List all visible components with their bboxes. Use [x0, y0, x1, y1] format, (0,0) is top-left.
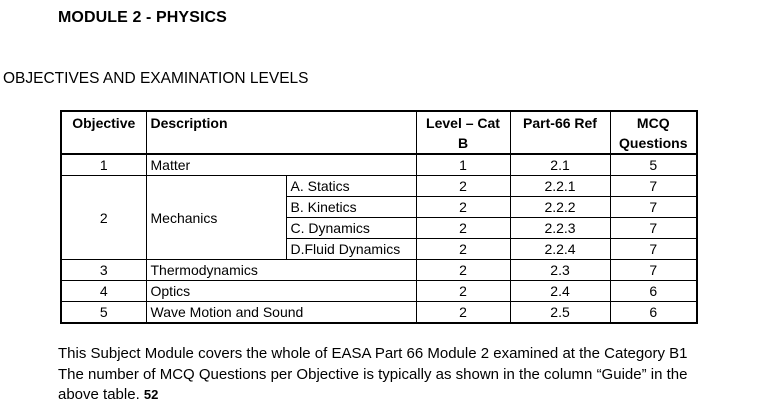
objectives-table	[60, 110, 698, 324]
header-ref: Part-66 Ref	[510, 111, 610, 154]
footer-line: The number of MCQ Questions per Objective is typically as shown in the column “Guide” in the	[58, 365, 688, 383]
level-cell: 1	[416, 154, 510, 176]
ref-cell: 2.5	[510, 302, 610, 324]
level-cell: 2	[416, 281, 510, 302]
description-cell: Optics	[146, 281, 416, 302]
mcq-cell: 7	[610, 218, 697, 239]
mcq-cell: 6	[610, 302, 697, 324]
sub-description-cell: A. Statics	[286, 176, 416, 197]
level-cell: 2	[416, 218, 510, 239]
ref-cell: 2.2.3	[510, 218, 610, 239]
mcq-cell: 7	[610, 239, 697, 260]
mcq-cell: 7	[610, 176, 697, 197]
footer-line-text: above table.	[58, 386, 140, 403]
mcq-cell: 5	[610, 154, 697, 176]
footer-text	[58, 344, 773, 406]
ref-cell: 2.2.4	[510, 239, 610, 260]
ref-cell: 2.2.2	[510, 197, 610, 218]
mcq-cell: 6	[610, 281, 697, 302]
objective-cell: 2	[61, 176, 146, 260]
description-cell: Wave Motion and Sound	[146, 302, 416, 324]
ref-cell: 2.3	[510, 260, 610, 281]
page-number: 52	[143, 387, 159, 402]
table-row	[61, 176, 697, 197]
module-title: MODULE 2 - PHYSICS	[58, 9, 227, 26]
sub-description-cell: B. Kinetics	[286, 197, 416, 218]
header-mcq: MCQ Questions	[610, 111, 697, 154]
table-header-row	[61, 111, 697, 154]
level-cell: 2	[416, 302, 510, 324]
table-row	[61, 154, 697, 176]
footer-line	[58, 385, 773, 406]
header-level: Level – Cat B	[416, 111, 510, 154]
objective-cell: 3	[61, 260, 146, 281]
table-row	[61, 281, 697, 302]
ref-cell: 2.4	[510, 281, 610, 302]
sub-description-cell: C. Dynamics	[286, 218, 416, 239]
sub-description-cell: D.Fluid Dynamics	[286, 239, 416, 260]
section-title: OBJECTIVES AND EXAMINATION LEVELS	[3, 70, 309, 87]
ref-cell: 2.1	[510, 154, 610, 176]
header-description: Description	[146, 111, 416, 154]
objective-cell: 1	[61, 154, 146, 176]
level-cell: 2	[416, 176, 510, 197]
mcq-cell: 7	[610, 260, 697, 281]
table-row	[61, 260, 697, 281]
footer-line: This Subject Module covers the whole of EASA Part 66 Module 2 examined at the Category B1	[58, 345, 688, 362]
description-cell: Matter	[146, 154, 416, 176]
header-objective: Objective	[61, 111, 146, 154]
level-cell: 2	[416, 260, 510, 281]
table-row	[61, 302, 697, 324]
level-cell: 2	[416, 239, 510, 260]
description-cell: Mechanics	[146, 176, 286, 260]
objective-cell: 5	[61, 302, 146, 324]
ref-cell: 2.2.1	[510, 176, 610, 197]
level-cell: 2	[416, 197, 510, 218]
description-cell: Thermodynamics	[146, 260, 416, 281]
mcq-cell: 7	[610, 197, 697, 218]
objective-cell: 4	[61, 281, 146, 302]
